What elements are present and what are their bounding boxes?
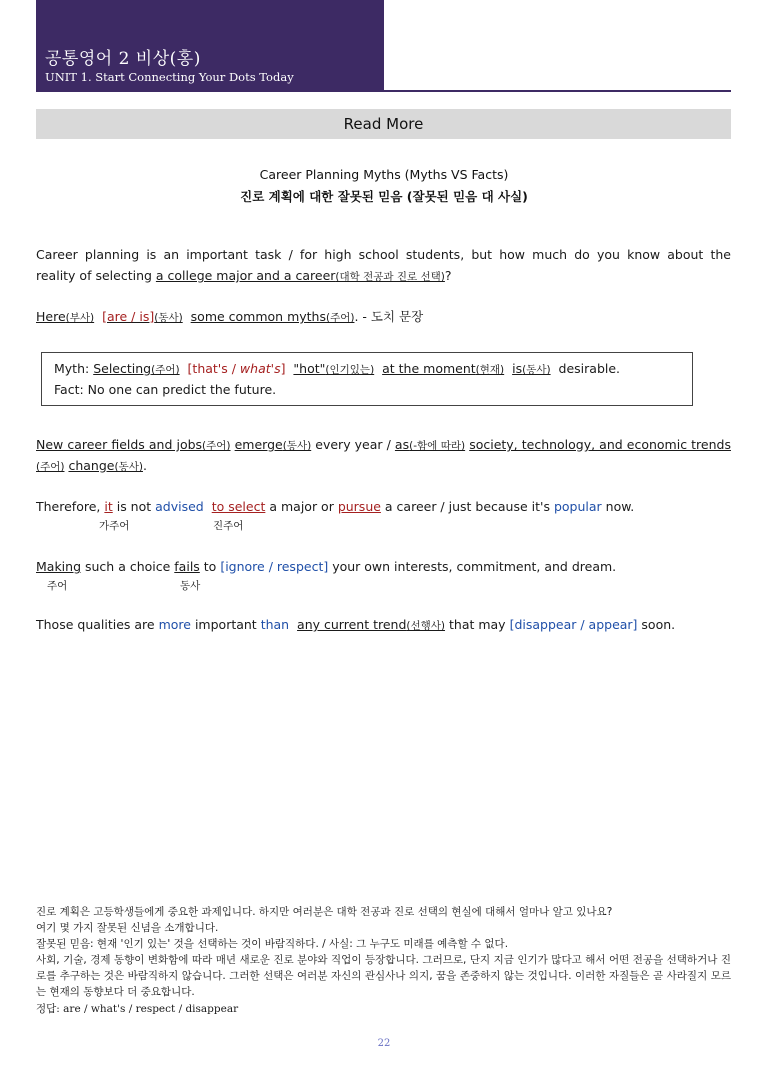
note-real-subject: 진주어 [213, 520, 244, 532]
paragraph-1-line-1: Career planning is an important task / for high school students, but how much do you know about the [36, 247, 731, 262]
translation-myth-fact: 잘못된 믿음: 현재 '인기 있는' 것을 선택하는 것이 바람직하다. / 사실: 그 누구도 미래를 예측할 수 없다. [36, 938, 509, 950]
paragraph-2: Here(부사) [are / is](동사) some common myths(주어). - 도치 문장 [36, 309, 424, 324]
subject-phrase: some common myths(주어) [190, 309, 355, 324]
myth-line: Myth: Selecting(주어) [that's / what's] "hot"(인기있는) at the moment(현재) is(동사) desirable. [54, 361, 621, 376]
translation-body: 사회, 기술, 경제 동향이 변화함에 따라 매년 새로운 진로 분야와 직업이 등장합니다. 그러므로, 단지 지금 인기가 많다고 해서 어떤 전공을 선택하거나 진로를 추구하는 것은 바람직하지 않습니다. 그러한 선택은 여러분 자신의 관심사나 의지, 꿈을 존중하지 않는 것입니다. 이러한 자질들은 곧 사라질지 모르는 현재의 동향보다 더 중요합니다. [36, 954, 731, 998]
book-title: 공통영어 2 비상(홍) [45, 49, 201, 69]
note-dummy-subject: 가주어 [99, 520, 130, 532]
underlined-phrase: a college major and a career(대학 전공과 진로 선택) [155, 268, 445, 283]
verb-choice: [are / is](동사) [102, 309, 183, 324]
note-verb: 동사 [180, 580, 201, 592]
paragraph-3-line-2: (주어) change(동사). [36, 458, 147, 473]
note-subject: 주어 [47, 580, 68, 592]
paragraph-5: Making such a choice fails to [ignore / respect] your own interests, commitment, and dream. [36, 559, 617, 574]
translation-line-1: 진로 계획은 고등학생들에게 중요한 과제입니다. 하지만 여러분은 대학 전공과 진로 선택의 현실에 대해서 얼마나 알고 있나요? [36, 906, 613, 918]
paragraph-4: Therefore, it is not advised to select a major or pursue a career / just because it's popular now. [36, 499, 635, 514]
header-rule [36, 90, 731, 92]
passage-title-en: Career Planning Myths (Myths VS Facts) [259, 167, 509, 182]
paragraph-1-line-2: reality of selecting a college major and a career(대학 전공과 진로 선택)? [36, 268, 452, 283]
paragraph-6: Those qualities are more important than any current trend(선행사) that may [disappear / appear] soon. [36, 617, 676, 632]
paragraph-3-line-1: New career fields and jobs(주어) emerge(동사) every year / as(-함에 따라) society, technology, and economic trends [36, 437, 731, 452]
myth-bracket-choice: [that's / what's] [187, 361, 286, 376]
fact-line: Fact: No one can predict the future. [54, 382, 277, 397]
myth-fact-box [41, 352, 693, 406]
here-word: Here(부사) [36, 309, 95, 324]
passage-title-ko: 진로 계획에 대한 잘못된 믿음 (잘못된 믿음 대 사실) [240, 189, 528, 204]
translation-line-2: 여기 몇 가지 잘못된 신념을 소개합니다. [36, 922, 219, 934]
page-number: 22 [377, 1038, 391, 1049]
answer-key: 정답: are / what's / respect / disappear [36, 1003, 239, 1015]
unit-title: UNIT 1. Start Connecting Your Dots Today [45, 70, 294, 84]
read-more-banner: Read More [36, 109, 731, 139]
